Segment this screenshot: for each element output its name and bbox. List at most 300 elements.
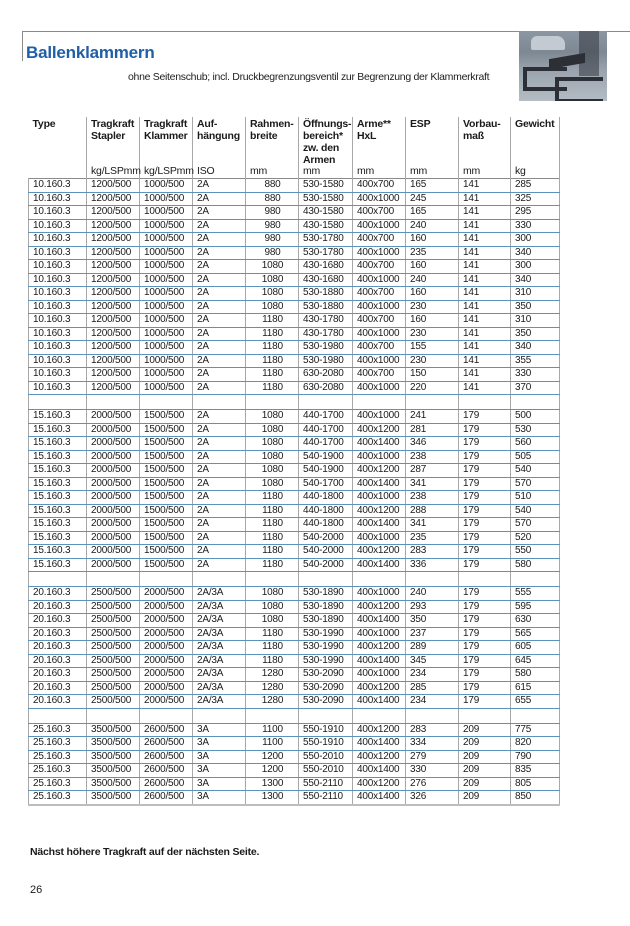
table-cell: 400x1000 (353, 381, 406, 395)
table-cell: 530-1890 (299, 614, 353, 628)
unit-label: kg/LSPmm (91, 165, 141, 177)
table-cell: 355 (511, 354, 560, 368)
table-cell: 2600/500 (140, 777, 193, 791)
table-cell: 2500/500 (87, 627, 140, 641)
bale-clamp-photo (519, 31, 607, 101)
spacer-cell (406, 572, 459, 587)
table-cell: 230 (406, 327, 459, 341)
table-cell: 1000/500 (140, 260, 193, 274)
table-cell: 2A (193, 477, 246, 491)
table-cell: 790 (511, 750, 560, 764)
table-cell: 400x1400 (353, 477, 406, 491)
table-cell: 341 (406, 477, 459, 491)
table-cell: 15.160.3 (29, 531, 87, 545)
table-cell: 400x1000 (353, 300, 406, 314)
table-cell: 2A/3A (193, 614, 246, 628)
table-cell: 3A (193, 737, 246, 751)
table-cell: 440-1800 (299, 518, 353, 532)
table-cell: 2000/500 (87, 491, 140, 505)
table-cell: 1080 (246, 614, 299, 628)
table-cell: 1000/500 (140, 287, 193, 301)
unit-label: ISO (197, 165, 215, 177)
table-cell: 530-2090 (299, 695, 353, 709)
table-cell: 1300 (246, 791, 299, 805)
table-cell: 2A (193, 260, 246, 274)
table-cell: 835 (511, 764, 560, 778)
table-cell: 440-1700 (299, 410, 353, 424)
table-cell: 430-1580 (299, 206, 353, 220)
table-cell: 1000/500 (140, 273, 193, 287)
spec-table-container (28, 117, 559, 806)
spacer-cell (459, 572, 511, 587)
table-cell: 1080 (246, 600, 299, 614)
table-cell: 10.160.3 (29, 206, 87, 220)
table-cell: 350 (406, 614, 459, 628)
table-cell: 3500/500 (87, 723, 140, 737)
col-header-tragkraft-stapler: Tragkraft Stapler kg/LSPmm (87, 117, 140, 179)
table-row (29, 410, 560, 424)
table-cell: 10.160.3 (29, 300, 87, 314)
table-cell: 1200/500 (87, 206, 140, 220)
table-row (29, 681, 560, 695)
table-cell: 179 (459, 587, 511, 601)
spacer-cell (193, 395, 246, 410)
table-cell: 1200 (246, 764, 299, 778)
table-cell: 2000/500 (87, 545, 140, 559)
spacer-cell (87, 572, 140, 587)
table-cell: 1280 (246, 681, 299, 695)
table-cell: 2500/500 (87, 681, 140, 695)
table-cell: 20.160.3 (29, 587, 87, 601)
table-cell: 400x1200 (353, 423, 406, 437)
table-cell: 540-1700 (299, 477, 353, 491)
table-cell: 430-1580 (299, 219, 353, 233)
table-cell: 179 (459, 504, 511, 518)
table-cell: 400x700 (353, 341, 406, 355)
table-cell: 400x700 (353, 206, 406, 220)
table-cell: 1180 (246, 341, 299, 355)
table-row (29, 192, 560, 206)
table-cell: 20.160.3 (29, 600, 87, 614)
table-cell: 20.160.3 (29, 668, 87, 682)
table-cell: 400x700 (353, 233, 406, 247)
table-cell: 25.160.3 (29, 737, 87, 751)
table-cell: 2A (193, 423, 246, 437)
table-cell: 2000/500 (140, 681, 193, 695)
table-cell: 550-2110 (299, 777, 353, 791)
table-cell: 310 (511, 314, 560, 328)
table-cell: 20.160.3 (29, 681, 87, 695)
table-cell: 530-1990 (299, 641, 353, 655)
table-cell: 1500/500 (140, 437, 193, 451)
table-cell: 2A/3A (193, 641, 246, 655)
table-cell: 3A (193, 750, 246, 764)
table-row (29, 354, 560, 368)
table-cell: 2000/500 (140, 695, 193, 709)
spec-table (28, 117, 560, 806)
table-cell: 230 (406, 300, 459, 314)
table-cell: 500 (511, 410, 560, 424)
table-cell: 630 (511, 614, 560, 628)
table-cell: 1500/500 (140, 477, 193, 491)
table-cell: 400x1200 (353, 681, 406, 695)
table-cell: 2500/500 (87, 600, 140, 614)
table-cell: 141 (459, 206, 511, 220)
table-cell: 540-2000 (299, 531, 353, 545)
table-cell: 179 (459, 681, 511, 695)
table-cell: 3A (193, 723, 246, 737)
table-cell: 1080 (246, 477, 299, 491)
table-cell: 15.160.3 (29, 558, 87, 572)
spacer-cell (246, 572, 299, 587)
spacer-cell (511, 395, 560, 410)
table-cell: 400x1000 (353, 450, 406, 464)
table-cell: 25.160.3 (29, 723, 87, 737)
table-cell: 281 (406, 423, 459, 437)
table-cell: 15.160.3 (29, 518, 87, 532)
table-cell: 505 (511, 450, 560, 464)
table-cell: 20.160.3 (29, 654, 87, 668)
table-cell: 150 (406, 368, 459, 382)
table-cell: 530-1780 (299, 233, 353, 247)
table-cell: 241 (406, 410, 459, 424)
table-cell: 1180 (246, 641, 299, 655)
table-cell: 1200/500 (87, 327, 140, 341)
table-cell: 340 (511, 246, 560, 260)
col-header-oeffnungsbereich: Öffnungs- bereich* zw. den Armen mm (299, 117, 353, 179)
table-cell: 530-2090 (299, 681, 353, 695)
table-cell: 2A (193, 491, 246, 505)
table-cell: 2600/500 (140, 723, 193, 737)
table-cell: 179 (459, 491, 511, 505)
table-cell: 400x1000 (353, 668, 406, 682)
table-cell: 850 (511, 791, 560, 805)
table-cell: 160 (406, 314, 459, 328)
table-cell: 400x1000 (353, 273, 406, 287)
table-cell: 2000/500 (140, 668, 193, 682)
table-cell: 330 (511, 368, 560, 382)
table-cell: 141 (459, 341, 511, 355)
table-cell: 15.160.3 (29, 423, 87, 437)
table-cell: 645 (511, 654, 560, 668)
table-cell: 20.160.3 (29, 627, 87, 641)
table-cell: 1200/500 (87, 192, 140, 206)
table-cell: 400x700 (353, 179, 406, 193)
table-cell: 2000/500 (140, 614, 193, 628)
table-cell: 400x1000 (353, 327, 406, 341)
table-cell: 400x1400 (353, 614, 406, 628)
table-cell: 209 (459, 791, 511, 805)
table-cell: 565 (511, 627, 560, 641)
spacer-cell (511, 572, 560, 587)
spacer-cell (140, 572, 193, 587)
table-cell: 2000/500 (87, 504, 140, 518)
table-row (29, 600, 560, 614)
table-cell: 400x1200 (353, 750, 406, 764)
table-cell: 336 (406, 558, 459, 572)
table-row (29, 587, 560, 601)
col-header-tragkraft-klammer: Tragkraft Klammer kg/LSPmm (140, 117, 193, 179)
table-cell: 1200/500 (87, 354, 140, 368)
table-cell: 179 (459, 423, 511, 437)
table-row (29, 287, 560, 301)
table-cell: 15.160.3 (29, 437, 87, 451)
table-cell: 1180 (246, 368, 299, 382)
table-row (29, 627, 560, 641)
table-cell: 1180 (246, 504, 299, 518)
table-cell: 2000/500 (87, 531, 140, 545)
table-cell: 15.160.3 (29, 450, 87, 464)
table-cell: 179 (459, 600, 511, 614)
table-cell: 430-1780 (299, 327, 353, 341)
table-cell: 1000/500 (140, 219, 193, 233)
table-cell: 10.160.3 (29, 354, 87, 368)
table-cell: 10.160.3 (29, 381, 87, 395)
col-header-esp: ESP mm (406, 117, 459, 179)
table-cell: 630-2080 (299, 368, 353, 382)
table-cell: 540-2000 (299, 558, 353, 572)
table-cell: 330 (511, 219, 560, 233)
spacer-cell (140, 395, 193, 410)
table-cell: 400x1200 (353, 504, 406, 518)
table-cell: 1200/500 (87, 287, 140, 301)
table-cell: 2A (193, 410, 246, 424)
table-cell: 400x1000 (353, 491, 406, 505)
table-cell: 530-1980 (299, 354, 353, 368)
table-row (29, 381, 560, 395)
table-row (29, 764, 560, 778)
table-cell: 1080 (246, 273, 299, 287)
unit-label: kg (515, 165, 526, 177)
table-cell: 1100 (246, 737, 299, 751)
col-header-gewicht: Gewicht kg (511, 117, 560, 179)
table-cell: 540 (511, 464, 560, 478)
table-cell: 1500/500 (140, 545, 193, 559)
table-cell: 15.160.3 (29, 491, 87, 505)
table-cell: 530-1890 (299, 600, 353, 614)
table-cell: 1000/500 (140, 368, 193, 382)
table-cell: 25.160.3 (29, 777, 87, 791)
table-cell: 165 (406, 179, 459, 193)
table-cell: 605 (511, 641, 560, 655)
col-header-vorbaumass: Vorbau- maß mm (459, 117, 511, 179)
table-cell: 10.160.3 (29, 287, 87, 301)
table-row (29, 327, 560, 341)
table-cell: 1500/500 (140, 558, 193, 572)
table-cell: 530-1980 (299, 341, 353, 355)
table-cell: 570 (511, 518, 560, 532)
table-row (29, 737, 560, 751)
table-cell: 1200/500 (87, 233, 140, 247)
table-row (29, 504, 560, 518)
table-cell: 240 (406, 273, 459, 287)
spacer-cell (353, 708, 406, 723)
table-cell: 530-1990 (299, 654, 353, 668)
table-cell: 160 (406, 260, 459, 274)
unit-label: kg/LSPmm (144, 165, 194, 177)
table-cell: 300 (511, 260, 560, 274)
table-cell: 2A/3A (193, 600, 246, 614)
unit-label: mm (357, 165, 375, 177)
footnote-next-page: Nächst höhere Tragkraft auf der nächsten Seite. (30, 846, 260, 858)
table-cell: 179 (459, 545, 511, 559)
table-cell: 520 (511, 531, 560, 545)
table-cell: 595 (511, 600, 560, 614)
table-cell: 10.160.3 (29, 368, 87, 382)
table-cell: 300 (511, 233, 560, 247)
table-cell: 550-1910 (299, 737, 353, 751)
table-cell: 295 (511, 206, 560, 220)
table-cell: 1200/500 (87, 314, 140, 328)
table-cell: 2A (193, 206, 246, 220)
table-cell: 400x1400 (353, 558, 406, 572)
table-cell: 346 (406, 437, 459, 451)
spacer-cell (406, 708, 459, 723)
table-cell: 10.160.3 (29, 327, 87, 341)
table-cell: 160 (406, 287, 459, 301)
table-cell: 179 (459, 668, 511, 682)
table-cell: 570 (511, 477, 560, 491)
table-cell: 238 (406, 450, 459, 464)
table-cell: 209 (459, 764, 511, 778)
table-cell: 3500/500 (87, 777, 140, 791)
table-cell: 400x1000 (353, 192, 406, 206)
table-cell: 276 (406, 777, 459, 791)
table-cell: 3500/500 (87, 737, 140, 751)
table-cell: 440-1700 (299, 423, 353, 437)
spacer-cell (29, 708, 87, 723)
table-row (29, 368, 560, 382)
table-cell: 165 (406, 206, 459, 220)
table-cell: 1280 (246, 668, 299, 682)
table-cell: 1080 (246, 437, 299, 451)
table-cell: 400x1400 (353, 518, 406, 532)
table-cell: 2500/500 (87, 587, 140, 601)
unit-label: mm (250, 165, 268, 177)
table-row (29, 518, 560, 532)
table-cell: 400x1400 (353, 654, 406, 668)
table-cell: 234 (406, 695, 459, 709)
table-row (29, 791, 560, 805)
table-cell: 2000/500 (140, 600, 193, 614)
table-cell: 15.160.3 (29, 477, 87, 491)
table-cell: 2A (193, 341, 246, 355)
table-cell: 340 (511, 273, 560, 287)
table-cell: 2600/500 (140, 764, 193, 778)
table-cell: 2500/500 (87, 654, 140, 668)
table-cell: 141 (459, 314, 511, 328)
spacer-cell (511, 708, 560, 723)
table-cell: 1100 (246, 723, 299, 737)
table-row (29, 450, 560, 464)
table-cell: 530-1780 (299, 246, 353, 260)
table-cell: 550-2010 (299, 764, 353, 778)
table-cell: 400x1200 (353, 723, 406, 737)
table-cell: 2A (193, 314, 246, 328)
table-cell: 2A (193, 246, 246, 260)
table-cell: 1500/500 (140, 518, 193, 532)
table-cell: 1200/500 (87, 300, 140, 314)
spacer-cell (299, 708, 353, 723)
spacer-cell (353, 572, 406, 587)
table-cell: 1500/500 (140, 423, 193, 437)
table-cell: 2A (193, 219, 246, 233)
table-cell: 2A (193, 545, 246, 559)
spacer-cell (140, 708, 193, 723)
table-cell: 980 (246, 206, 299, 220)
table-cell: 283 (406, 723, 459, 737)
table-cell: 141 (459, 192, 511, 206)
table-cell: 10.160.3 (29, 273, 87, 287)
table-cell: 238 (406, 491, 459, 505)
table-cell: 141 (459, 273, 511, 287)
table-cell: 440-1800 (299, 504, 353, 518)
table-cell: 880 (246, 192, 299, 206)
table-cell: 560 (511, 437, 560, 451)
spacer-cell (459, 395, 511, 410)
table-cell: 179 (459, 464, 511, 478)
table-cell: 550-2110 (299, 791, 353, 805)
table-cell: 980 (246, 233, 299, 247)
table-cell: 1080 (246, 300, 299, 314)
table-cell: 25.160.3 (29, 750, 87, 764)
table-cell: 2A/3A (193, 695, 246, 709)
table-cell: 2A (193, 300, 246, 314)
table-cell: 1000/500 (140, 300, 193, 314)
table-cell: 2A/3A (193, 587, 246, 601)
table-cell: 141 (459, 219, 511, 233)
table-cell: 179 (459, 477, 511, 491)
col-header-aufhaengung: Auf- hängung ISO (193, 117, 246, 179)
table-row (29, 341, 560, 355)
table-cell: 400x1000 (353, 410, 406, 424)
photo-car-shape (531, 36, 565, 50)
table-cell: 2000/500 (87, 450, 140, 464)
table-cell: 530-1580 (299, 192, 353, 206)
table-cell: 2600/500 (140, 791, 193, 805)
table-row (29, 464, 560, 478)
table-cell: 141 (459, 287, 511, 301)
table-cell: 1180 (246, 545, 299, 559)
table-cell: 235 (406, 531, 459, 545)
table-cell: 1180 (246, 314, 299, 328)
table-cell: 540 (511, 504, 560, 518)
table-cell: 400x700 (353, 368, 406, 382)
table-cell: 350 (511, 327, 560, 341)
table-cell: 220 (406, 381, 459, 395)
table-cell: 179 (459, 450, 511, 464)
table-cell: 1200/500 (87, 179, 140, 193)
group-spacer-row (29, 395, 560, 410)
table-cell: 1200 (246, 750, 299, 764)
table-row (29, 614, 560, 628)
table-cell: 141 (459, 179, 511, 193)
table-cell: 179 (459, 641, 511, 655)
table-cell: 1000/500 (140, 381, 193, 395)
table-cell: 310 (511, 287, 560, 301)
page-subtitle: ohne Seitenschub; incl. Druckbegrenzungsventil zur Begrenzung der Klammerkraft (128, 71, 490, 83)
table-row (29, 206, 560, 220)
table-cell: 615 (511, 681, 560, 695)
table-row (29, 219, 560, 233)
table-cell: 1180 (246, 627, 299, 641)
spacer-cell (299, 395, 353, 410)
table-cell: 2500/500 (87, 668, 140, 682)
table-cell: 15.160.3 (29, 410, 87, 424)
table-cell: 430-1680 (299, 260, 353, 274)
table-cell: 1000/500 (140, 246, 193, 260)
table-cell: 2A (193, 437, 246, 451)
